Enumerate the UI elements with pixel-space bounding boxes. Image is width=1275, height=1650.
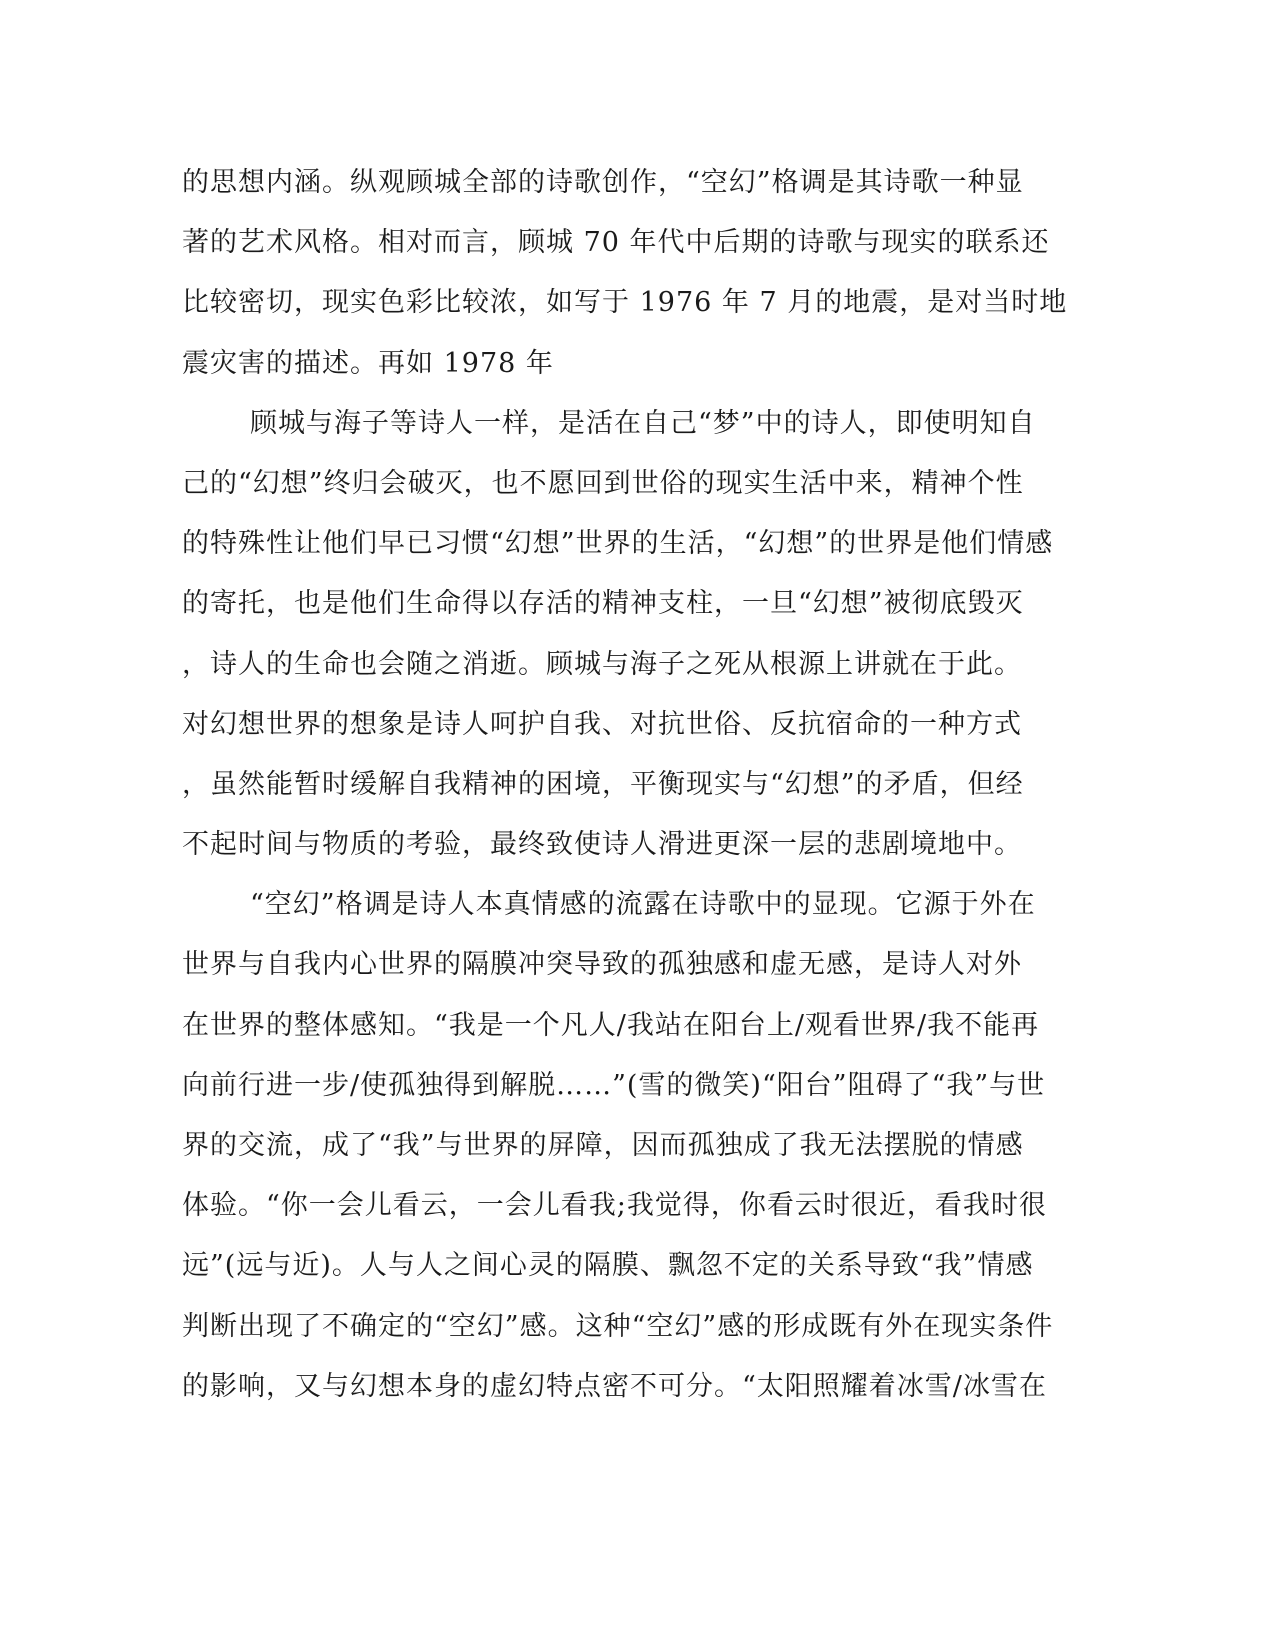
text-line: 界的交流，成了“我”与世界的屏障，因而孤独成了我无法摆脱的情感 — [182, 1130, 1024, 1161]
text-line: 向前行进一步/使孤独得到解脱……”(雪的微笑)“阳台”阻碍了“我”与世 — [182, 1069, 1046, 1101]
text-line: 不起时间与物质的考验，最终致使诗人滑进更深一层的悲剧境地中。 — [182, 829, 1022, 861]
text-line: ，诗人的生命也会随之消逝。顾城与海子之死从根源上讲就在于此。 — [182, 648, 1022, 680]
text-line: 的影响，又与幻想本身的虚幻特点密不可分。“太阳照耀着冰雪/冰雪在 — [182, 1370, 1047, 1402]
text-line: 的寄托，也是他们生命得以存活的精神支柱，一旦“幻想”被彻底毁灭 — [182, 588, 1024, 620]
paragraph-first-line: 顾城与海子等诗人一样，是活在自己“梦”中的诗人，即使明知自 — [250, 407, 1036, 439]
text-line: 世界与自我内心世界的隔膜冲突导致的孤独感和虚无感，是诗人对外 — [182, 949, 1022, 981]
text-line: 震灾害的描述。再如 1978 年 — [182, 347, 554, 379]
text-line: 比较密切，现实色彩比较浓，如写于 1976 年 7 月的地震，是对当时地 — [182, 287, 1068, 319]
body-text — [182, 160, 1068, 1424]
text-line: 判断出现了不确定的“空幻”感。这种“空幻”感的形成既有外在现实条件 — [182, 1310, 1054, 1342]
text-line: 在世界的整体感知。“我是一个凡人/我站在阳台上/观看世界/我不能再 — [182, 1009, 1040, 1041]
text-line: 远”(远与近)。人与人之间心灵的隔膜、飘忽不定的关系导致“我”情感 — [182, 1250, 1034, 1282]
text-line: 体验。“你一会儿看云，一会儿看我;我觉得，你看云时很近，看我时很 — [182, 1190, 1047, 1222]
text-line: 的特殊性让他们早已习惯“幻想”世界的生活，“幻想”的世界是他们情感 — [182, 528, 1054, 560]
text-line: ，虽然能暂时缓解自我精神的困境，平衡现实与“幻想”的矛盾，但经 — [182, 768, 1024, 800]
text-line: 己的“幻想”终归会破灭，也不愿回到世俗的现实生活中来，精神个性 — [182, 467, 1024, 499]
text-line: 对幻想世界的想象是诗人呵护自我、对抗世俗、反抗宿命的一种方式 — [182, 708, 1022, 740]
text-line: 著的艺术风格。相对而言，顾城 70 年代中后期的诗歌与现实的联系还 — [182, 227, 1050, 259]
paragraph-first-line: “空幻”格调是诗人本真情感的流露在诗歌中的显现。它源于外在 — [250, 889, 1036, 921]
text-line: 的思想内涵。纵观顾城全部的诗歌创作，“空幻”格调是其诗歌一种显 — [182, 167, 1024, 198]
